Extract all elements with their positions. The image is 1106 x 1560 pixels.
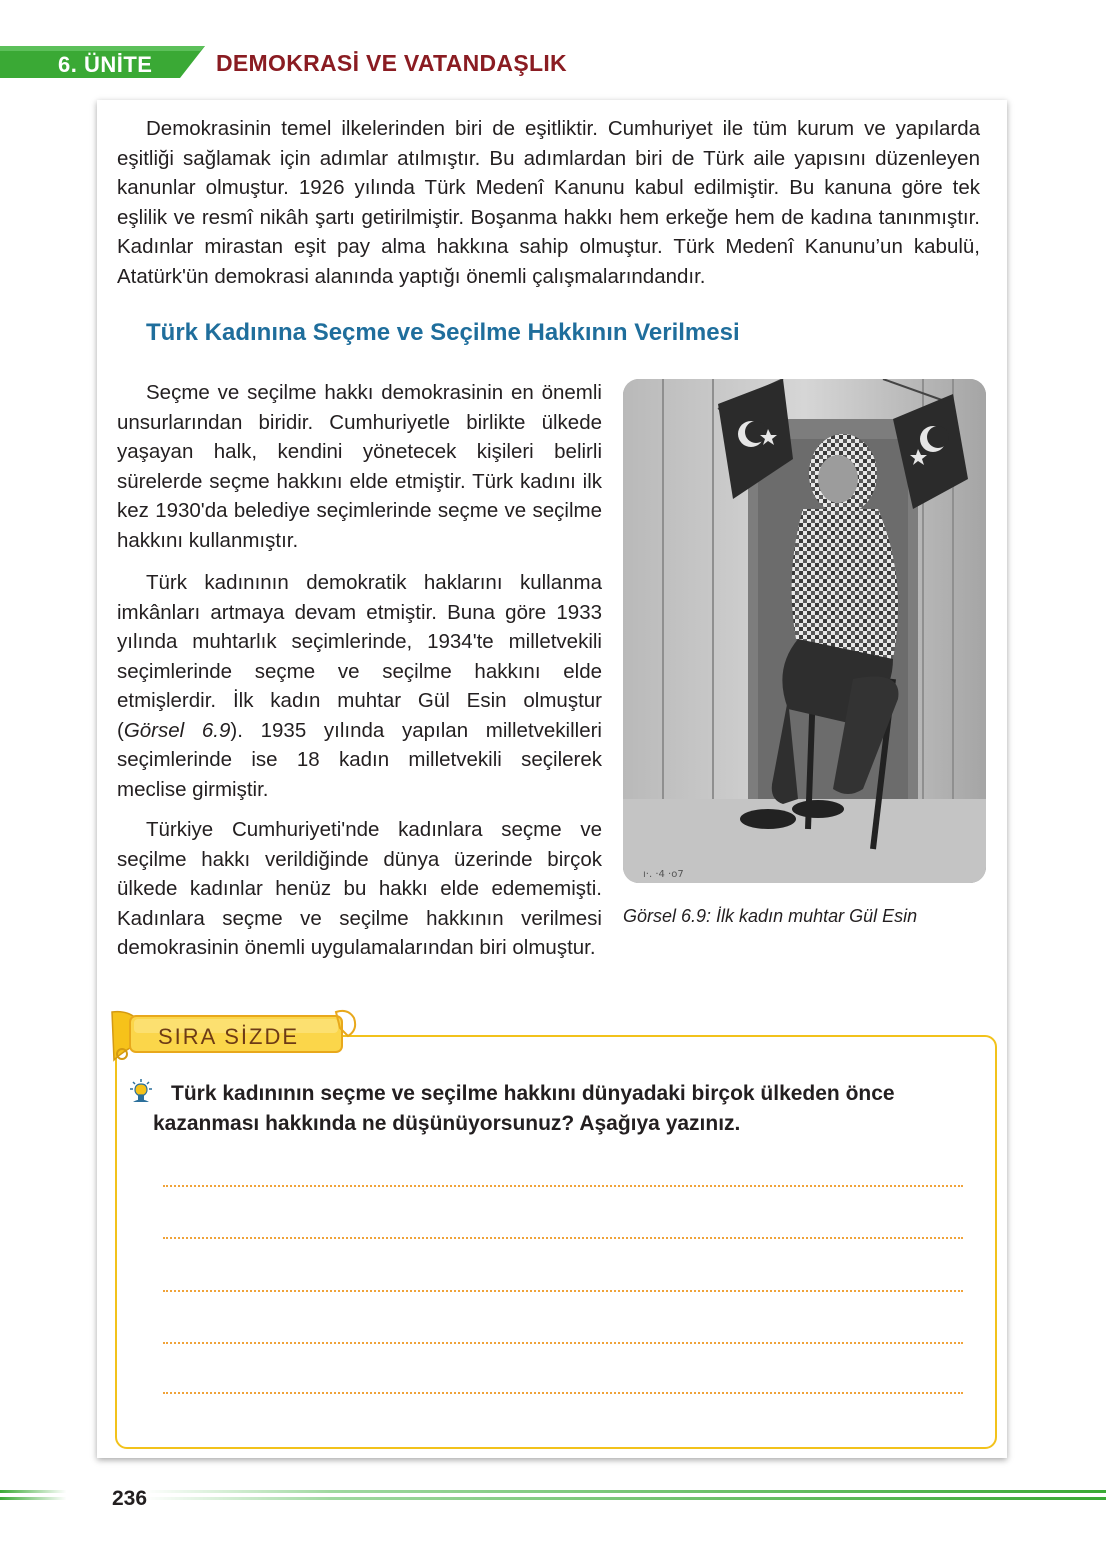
task-question: Türk kadınının seçme ve seçilme hakkını dünyadaki birçok ülkeden önce kazanması hakkında ne düşünüyorsunuz? Aşağıya yazınız. bbox=[153, 1082, 895, 1135]
historical-photo bbox=[623, 379, 986, 883]
paragraph-2 bbox=[117, 568, 602, 804]
unit-label: 6. ÜNİTE bbox=[58, 52, 153, 77]
paragraph-3: Türkiye Cumhuriyeti'nde kadınlara seçme ve seçilme hakkı verildiğinde dünya üzerinde birçok ülkede kadınlar henüz bu hakkı elde edememişti. Kadınlara seçme ve seçilme hakkının verilmesi demokrasinin önemli uygulamalarından biri olmuştur. bbox=[117, 818, 602, 959]
paragraph-2-part-2: ). 1935 yılında yapılan milletvekilleri seçimlerinde ise 18 kadın milletvekili seçilerek meclise girmiştir. bbox=[117, 718, 602, 801]
paragraph-1: Seçme ve seçilme hakkı demokrasinin en önemli unsurlarından biridir. Cumhuriyetle birlikte ülkede yaşayan halk, kendini yönetecek kişileri belirli sürelerde seçme hakkını elde etmiştir. Türk kadını ilk kez 1930'da belediye seçimlerinde seçme ve seçilme hakkını kullanmıştır. bbox=[117, 381, 602, 552]
answer-line[interactable] bbox=[163, 1342, 963, 1344]
svg-text:ı·. ·4 ·o7: ı·. ·4 ·o7 bbox=[643, 869, 684, 880]
paragraph-2-part-1: Türk kadınının demokratik haklarını kullanma imkânları artmaya devam etmiştir. Buna göre 1933 yılında muhtarlık seçimlerinde, 1934'te milletvekili seçimlerinde seçme ve seçilme hakkını elde etmişlerdir. İlk kadın muhtar Gül Esin olmuştur ( bbox=[117, 571, 602, 742]
footer-stripe bbox=[0, 1488, 1106, 1502]
unit-title: DEMOKRASİ VE VATANDAŞLIK bbox=[216, 50, 567, 76]
page-number: 236 bbox=[112, 1487, 148, 1510]
figure-reference: Görsel 6.9 bbox=[123, 718, 231, 742]
answer-line[interactable] bbox=[163, 1392, 963, 1394]
section-heading: Türk Kadınına Seçme ve Seçilme Hakkının Verilmesi bbox=[146, 319, 740, 346]
answer-line[interactable] bbox=[163, 1237, 963, 1239]
intro-paragraph: Demokrasinin temel ilkelerinden biri de eşitliktir. Cumhuriyet ile tüm kurum ve yapılarda eşitliği sağlamak için adımlar atılmıştır. Bu adımlardan biri de Türk aile yapısını düzenleyen kanunlar olmuştur. 1926 yılında Türk Medenî Kanunu kabul edilmiştir. Bu kanuna göre tek eşlilik ve resmî nikâh şartı getirilmiştir. Boşanma hakkı hem erkeğe hem de kadına tanınmıştır. Kadınlar mirastan eşit pay alma hakkına sahip olmuştur. Türk Medenî Kanunu’un kabulü, Atatürk'ün demokrasi alanında yaptığı önemli çalışmalarındandır. bbox=[117, 117, 980, 288]
answer-line[interactable] bbox=[163, 1290, 963, 1292]
answer-line[interactable] bbox=[163, 1185, 963, 1187]
sira-sizde-label: SIRA SİZDE bbox=[158, 1024, 300, 1049]
photo-caption: Görsel 6.9: İlk kadın muhtar Gül Esin bbox=[623, 906, 918, 926]
lightbulb-icon bbox=[130, 1079, 152, 1108]
